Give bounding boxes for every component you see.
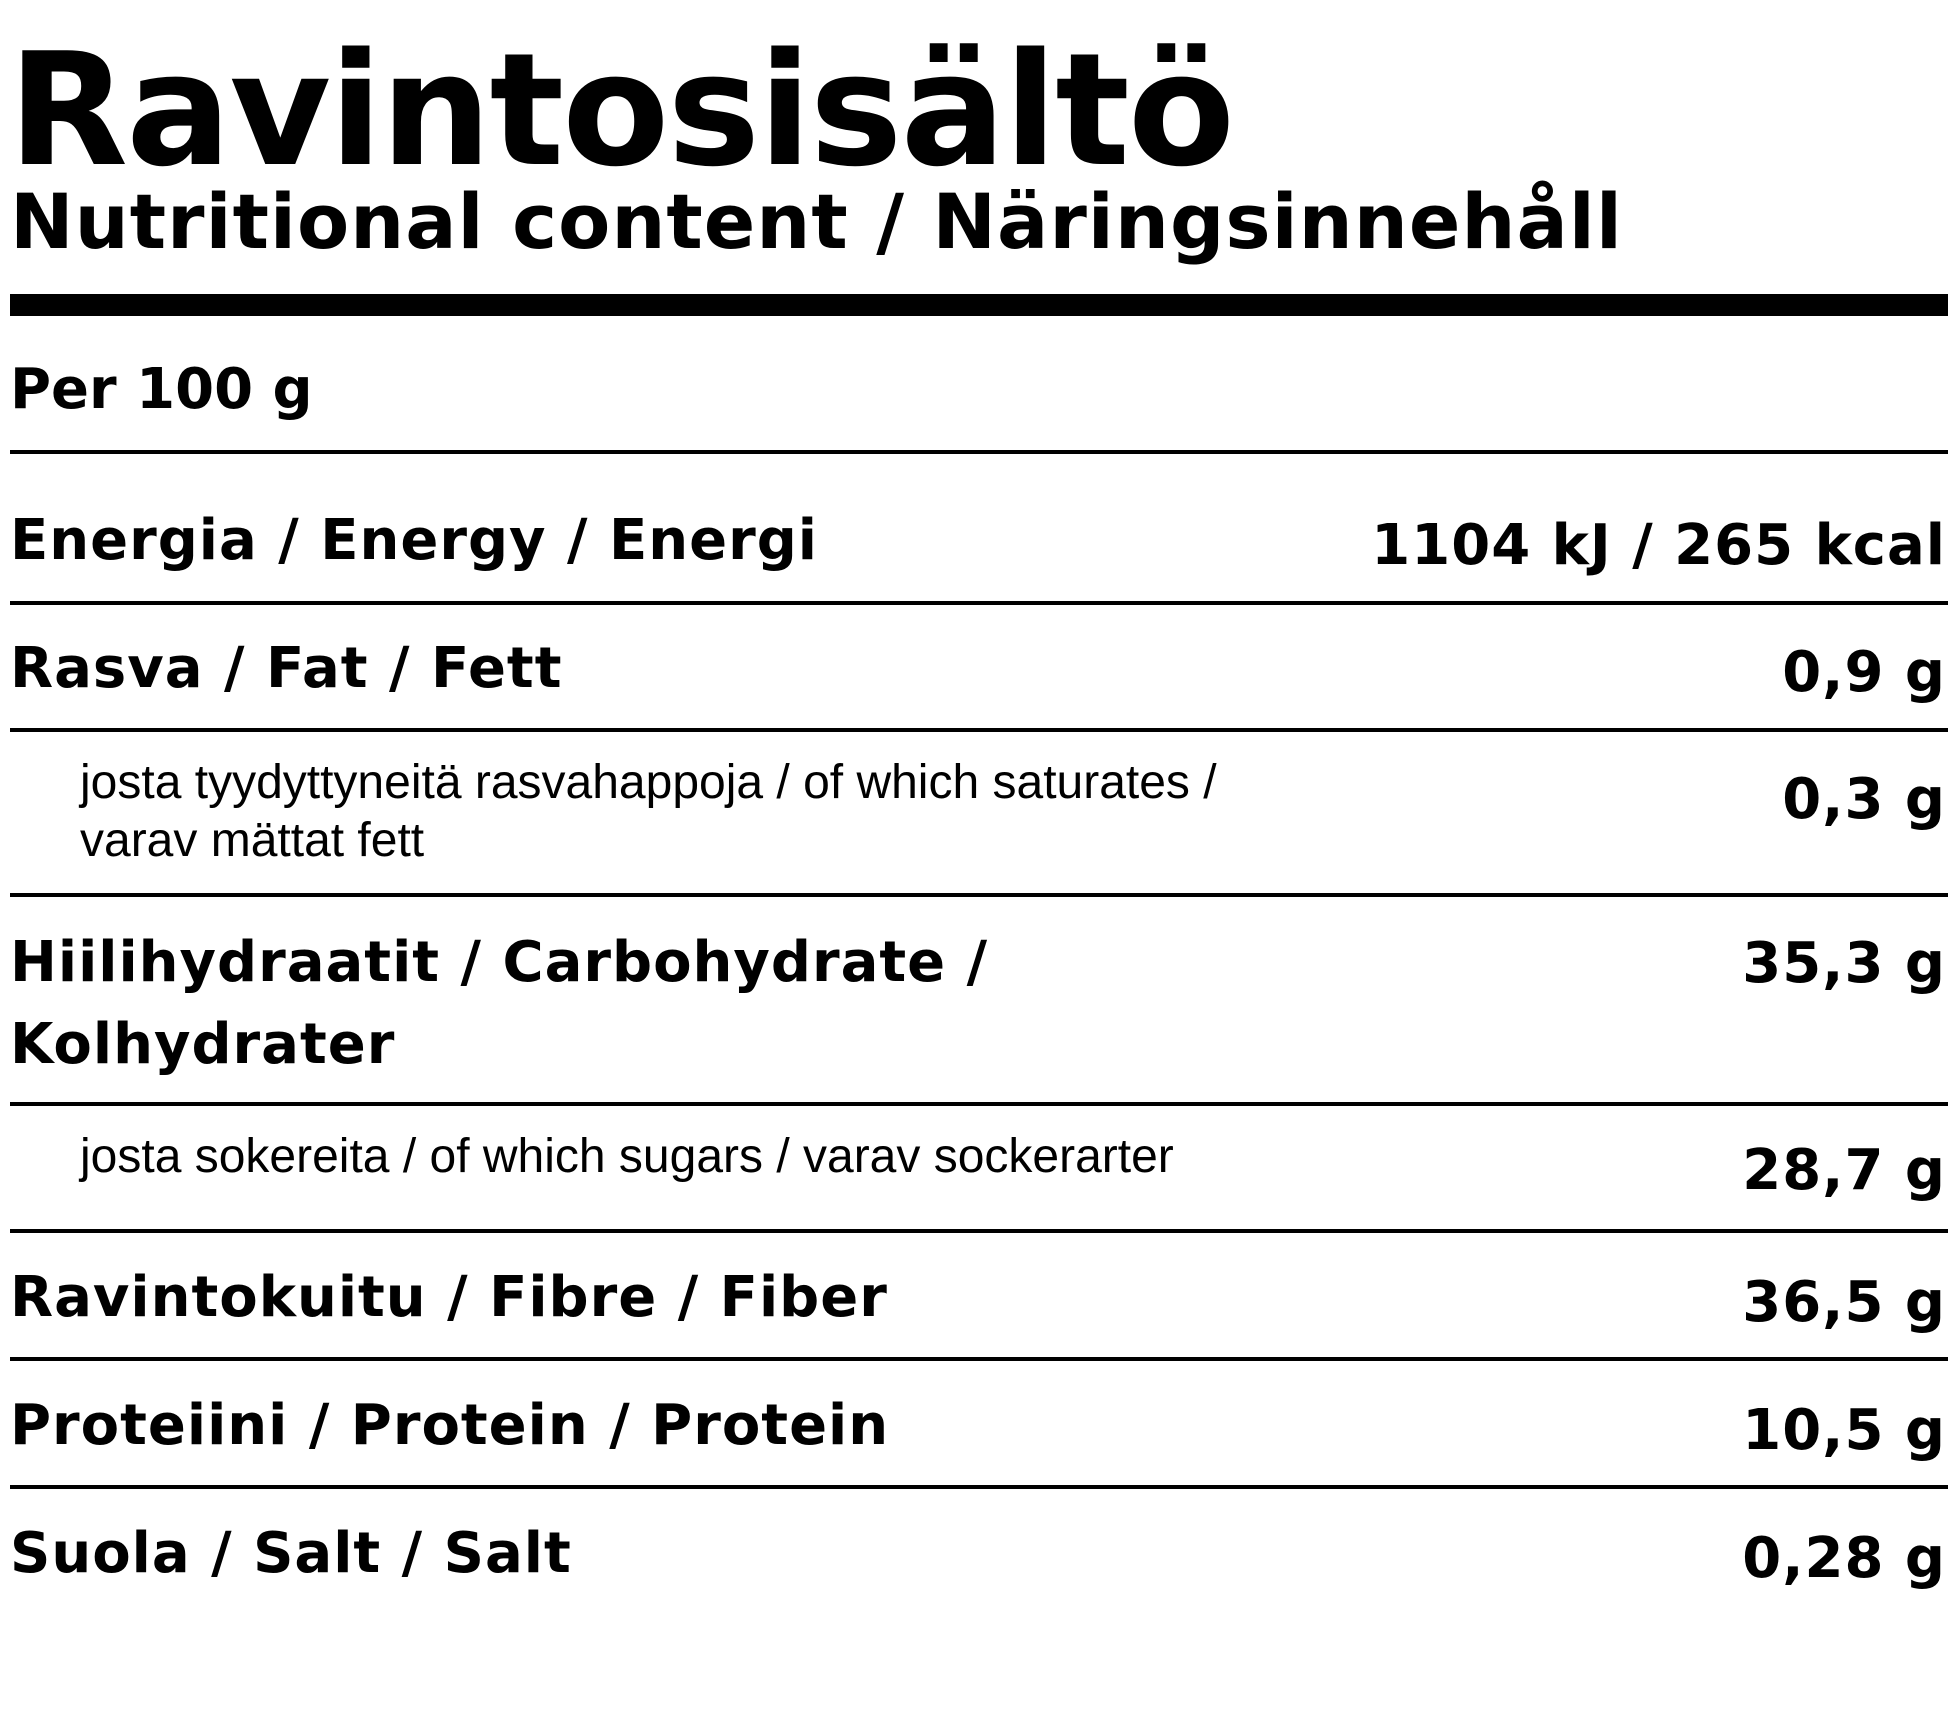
page-title: Ravintosisältö bbox=[8, 19, 1234, 201]
divider bbox=[10, 1357, 1948, 1361]
protein-label: Proteiini / Protein / Protein bbox=[10, 1393, 890, 1458]
carbohydrate-label-line2: Kolhydrater bbox=[10, 1012, 396, 1077]
carbohydrate-label-line1: Hiilihydraatit / Carbohydrate / bbox=[10, 930, 989, 995]
protein-value: 10,5 g bbox=[1742, 1398, 1946, 1463]
energy-label: Energia / Energy / Energi bbox=[10, 508, 818, 573]
divider bbox=[10, 601, 1948, 605]
divider bbox=[10, 893, 1948, 897]
saturates-label bbox=[80, 754, 1380, 870]
salt-label: Suola / Salt / Salt bbox=[10, 1521, 572, 1586]
divider bbox=[10, 450, 1948, 454]
sugars-value: 28,7 g bbox=[1742, 1138, 1946, 1203]
carbohydrate-label bbox=[10, 922, 1160, 1086]
divider bbox=[10, 728, 1948, 732]
fibre-value: 36,5 g bbox=[1742, 1270, 1946, 1335]
energy-value: 1104 kJ / 265 kcal bbox=[1371, 513, 1946, 578]
saturates-label-line2: varav mättat fett bbox=[80, 814, 425, 867]
divider bbox=[10, 1485, 1948, 1489]
fat-label: Rasva / Fat / Fett bbox=[10, 636, 563, 701]
divider bbox=[10, 1102, 1948, 1106]
carbohydrate-value: 35,3 g bbox=[1742, 931, 1946, 996]
thick-divider bbox=[10, 294, 1948, 316]
page-subtitle: Nutritional content / Näringsinnehåll bbox=[10, 177, 1623, 266]
saturates-value: 0,3 g bbox=[1782, 767, 1946, 832]
fibre-label: Ravintokuitu / Fibre / Fiber bbox=[10, 1265, 888, 1330]
per-100g-label: Per 100 g bbox=[10, 357, 313, 422]
saturates-label-line1: josta tyydyttyneitä rasvahappoja / of which saturates / bbox=[80, 756, 1217, 809]
sugars-label: josta sokereita / of which sugars / varav sockerarter bbox=[80, 1130, 1174, 1183]
fat-value: 0,9 g bbox=[1782, 640, 1946, 705]
salt-value: 0,28 g bbox=[1742, 1526, 1946, 1591]
divider bbox=[10, 1229, 1948, 1233]
